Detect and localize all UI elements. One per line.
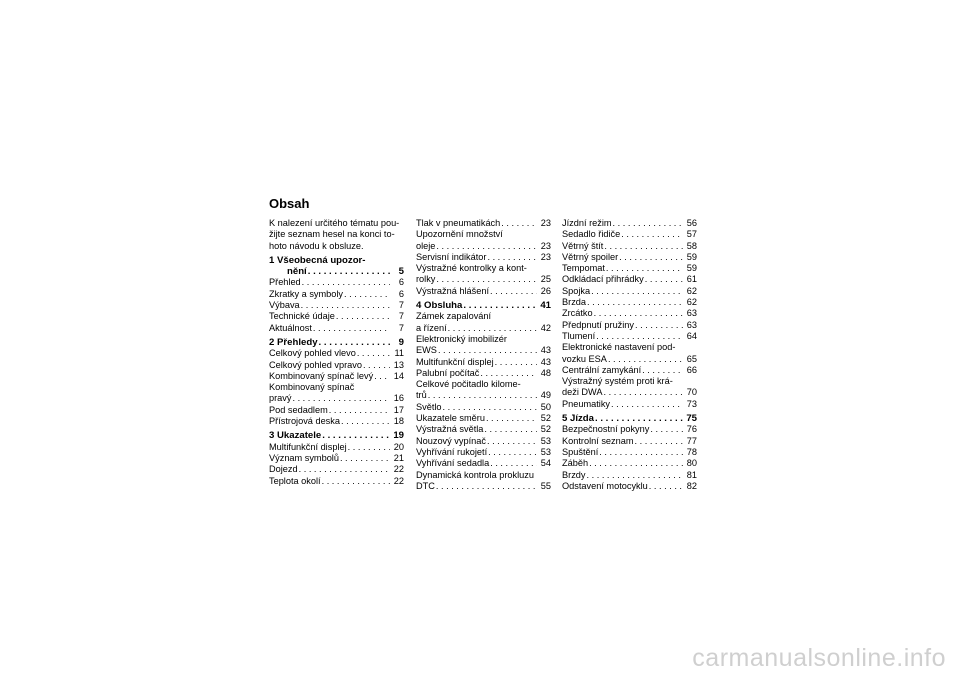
toc-entry-text: pravý (269, 393, 292, 404)
dot-leader (619, 252, 683, 263)
toc-page-number: 41 (540, 300, 551, 312)
toc-page-number: 52 (540, 413, 551, 424)
dot-leader (341, 416, 390, 427)
toc-entry[interactable] (562, 263, 697, 274)
toc-entry-text: Výstražná hlášení (416, 285, 490, 296)
dot-leader (319, 337, 390, 348)
toc-entry-text: Centrální zamykání (562, 364, 642, 375)
dot-leader (322, 476, 390, 487)
toc-entry[interactable] (269, 453, 404, 464)
toc-entry-text: Tlak v pneumatikách (416, 218, 501, 228)
toc-page-number: 9 (398, 336, 404, 348)
toc-page-number: 63 (686, 319, 697, 330)
toc-entry-text: DTC (416, 480, 435, 491)
toc-entry[interactable] (562, 286, 697, 297)
toc-entry[interactable] (416, 229, 551, 240)
toc-page-number: 13 (393, 359, 404, 370)
dot-leader (329, 405, 390, 416)
toc-entry[interactable] (562, 399, 697, 410)
toc-entry[interactable] (562, 470, 697, 481)
toc-page-number: 50 (540, 401, 551, 412)
toc-entry[interactable] (269, 416, 404, 427)
toc-entry[interactable] (269, 277, 404, 288)
toc-page-number: 14 (393, 370, 404, 381)
toc-entries (416, 218, 551, 492)
toc-entry[interactable] (416, 218, 551, 229)
toc-entry[interactable] (416, 470, 551, 481)
toc-entry-text: Odkládací přihrádky (562, 274, 644, 285)
toc-entry[interactable] (269, 266, 404, 277)
toc-entry-text: Přehled (269, 277, 301, 288)
toc-entry[interactable] (269, 300, 404, 311)
toc-entry[interactable] (269, 442, 404, 453)
intro-line: hoto návodu k obsluze. (269, 240, 364, 251)
toc-entry-text: 3 Ukazatele (269, 430, 322, 442)
toc-entry-text: Vyhřívání rukojetí (416, 446, 488, 457)
toc-page-number: 73 (686, 398, 697, 409)
toc-entry[interactable] (269, 289, 404, 300)
toc-entry[interactable] (269, 405, 404, 416)
dot-leader (374, 371, 390, 382)
toc-entry-text: Elektronické nastavení pod- (562, 342, 676, 353)
toc-entry-text: Celkový pohled vlevo (269, 348, 356, 359)
toc-page-number: 43 (540, 356, 551, 367)
toc-page-number: 80 (686, 458, 697, 469)
toc-entry[interactable] (562, 436, 697, 447)
dot-leader (501, 218, 537, 229)
toc-section-heading[interactable] (416, 300, 551, 311)
toc-entry-text: Spuštění (562, 446, 599, 457)
toc-entry[interactable] (562, 481, 697, 492)
toc-entry-text: rolky (416, 274, 436, 285)
dot-leader (604, 387, 684, 398)
toc-page-number: 5 (398, 266, 404, 278)
dot-leader (490, 458, 537, 469)
toc-entry[interactable] (562, 365, 697, 376)
dot-leader (611, 399, 683, 410)
toc-page-number: 23 (540, 240, 551, 251)
toc-entry-text: trů (416, 390, 427, 401)
toc-entry[interactable] (416, 263, 551, 274)
toc-entry-text: Elektronický imobilizér (416, 333, 507, 344)
toc-entry[interactable] (416, 458, 551, 469)
dot-leader (495, 357, 537, 368)
toc-entry[interactable] (416, 390, 551, 401)
dot-leader (490, 286, 537, 297)
toc-entry[interactable] (416, 379, 551, 390)
toc-entry-text: 1 Všeobecná upozor- (269, 254, 366, 266)
toc-entry[interactable] (416, 424, 551, 435)
toc-entry-text: Světlo (416, 401, 442, 412)
toc-entry-text: Větrný spoiler (562, 251, 619, 262)
toc-entry-text: vozku ESA (562, 353, 607, 364)
toc-entry-text: deži DWA (562, 387, 603, 398)
toc-page-number: 81 (686, 469, 697, 480)
toc-page-number: 78 (686, 446, 697, 457)
toc-entry[interactable] (562, 320, 697, 331)
toc-entry[interactable] (562, 342, 697, 353)
toc-page-number: 64 (686, 330, 697, 341)
toc-page-number: 57 (686, 229, 697, 240)
toc-entry-text: Upozornění množství (416, 229, 503, 240)
toc-entry-text: Výstražné kontrolky a kont- (416, 263, 527, 274)
toc-page-number: 54 (540, 458, 551, 469)
toc-entry[interactable] (416, 274, 551, 285)
dot-leader (594, 308, 683, 319)
toc-page-number: 17 (393, 404, 404, 415)
toc-entry-text: Kombinovaný spínač (269, 382, 355, 393)
toc-entry[interactable] (416, 286, 551, 297)
toc-entry[interactable] (562, 376, 697, 387)
dot-leader (448, 323, 537, 334)
toc-page-number: 76 (686, 424, 697, 435)
toc-entry-text: Dojezd (269, 464, 298, 475)
toc-page-number: 22 (393, 464, 404, 475)
dot-leader (589, 458, 683, 469)
dot-leader (488, 447, 537, 458)
toc-entry[interactable] (416, 368, 551, 379)
dot-leader (595, 413, 683, 424)
toc-section-heading[interactable] (562, 413, 697, 424)
toc-section-heading[interactable] (269, 430, 404, 441)
toc-page-number: 21 (393, 452, 404, 463)
dot-leader (299, 464, 390, 475)
toc-entry-text: Záběh (562, 458, 589, 469)
toc-entry-text: Tempomat (562, 263, 605, 274)
toc-entry[interactable] (416, 252, 551, 263)
dot-leader (608, 354, 683, 365)
dot-leader (322, 430, 390, 441)
toc-page-number: 25 (540, 274, 551, 285)
toc-entry[interactable] (269, 371, 404, 382)
toc-page-number: 58 (686, 240, 697, 251)
dot-leader (487, 252, 537, 263)
toc-entry-text: Kontrolní seznam (562, 435, 634, 446)
toc-entry-text: Celkový pohled vpravo (269, 359, 362, 370)
dot-leader (308, 266, 390, 277)
toc-entry-text: Zrcátko (562, 308, 593, 319)
toc-page-number: 53 (540, 435, 551, 446)
toc-entry-text: Předpnutí pružiny (562, 319, 635, 330)
toc-entry[interactable] (269, 323, 404, 334)
dot-leader (649, 481, 683, 492)
toc-entry-text: Spojka (562, 285, 591, 296)
toc-entry[interactable] (562, 229, 697, 240)
dot-leader (443, 402, 537, 413)
toc-entry[interactable] (416, 481, 551, 492)
toc-page-number: 7 (398, 311, 404, 322)
toc-entry[interactable] (269, 348, 404, 359)
toc-entry[interactable] (562, 218, 697, 229)
dot-leader (621, 229, 683, 240)
toc-entry[interactable] (416, 413, 551, 424)
toc-page-number: 18 (393, 416, 404, 427)
toc-entry[interactable] (562, 387, 697, 398)
toc-page-number: 20 (393, 441, 404, 452)
toc-entry-text: Kombinovaný spínač levý (269, 370, 374, 381)
toc-entry-text: Servisní indikátor (416, 251, 487, 262)
toc-page-number: 53 (540, 446, 551, 457)
toc-entry[interactable] (416, 334, 551, 345)
toc-entry-text: Větrný štít (562, 240, 604, 251)
dot-leader (313, 323, 390, 334)
toc-entry[interactable] (562, 447, 697, 458)
toc-entry-text: Pod sedadlem (269, 404, 328, 415)
toc-entry-text: 4 Obsluha (416, 300, 463, 312)
toc-page-number: 75 (686, 413, 697, 425)
dot-leader (438, 345, 537, 356)
dot-leader (436, 274, 537, 285)
toc-section-heading[interactable] (269, 337, 404, 348)
toc-page-number: 59 (686, 263, 697, 274)
dot-leader (591, 286, 683, 297)
dot-leader (480, 368, 537, 379)
toc-entry-text: Ukazatele směru (416, 413, 485, 424)
dot-leader (301, 300, 390, 311)
toc-page-number: 77 (686, 435, 697, 446)
toc-entry-text: Výstražná světla (416, 424, 484, 435)
toc-column-2 (416, 218, 551, 492)
toc-page-number: 62 (686, 285, 697, 296)
toc-entry[interactable] (416, 402, 551, 413)
toc-entry-text: nění (287, 266, 307, 278)
dot-leader (302, 277, 390, 288)
toc-entry[interactable] (269, 476, 404, 487)
toc-page-number: 23 (540, 218, 551, 228)
toc-page-number: 52 (540, 424, 551, 435)
toc-entry-text: Přístrojová deska (269, 416, 340, 427)
dot-leader (436, 241, 537, 252)
toc-page-number: 7 (398, 300, 404, 311)
intro-line: žijte seznam hesel na konci to- (269, 229, 395, 240)
dot-leader (336, 311, 390, 322)
toc-page-number: 6 (398, 277, 404, 288)
toc-entry[interactable] (269, 464, 404, 475)
toc-entry[interactable] (269, 393, 404, 404)
toc-entry-text: Multifunkční displej (416, 356, 494, 367)
toc-entry[interactable] (416, 323, 551, 334)
dot-leader (487, 436, 537, 447)
toc-page-number: 6 (398, 288, 404, 299)
toc-entry[interactable] (416, 357, 551, 368)
toc-entry-text: Pneumatiky (562, 398, 611, 409)
toc-page-number: 16 (393, 393, 404, 404)
dot-leader (635, 436, 684, 447)
toc-column-3 (562, 218, 697, 492)
toc-entry-text: Jízdní režim (562, 218, 612, 228)
toc-page-number: 63 (686, 308, 697, 319)
watermark: carmanualsonline.info (692, 644, 946, 672)
toc-entry-text: Multifunkční displej (269, 441, 347, 452)
toc-page-number: 19 (393, 430, 404, 442)
dot-leader (650, 424, 683, 435)
toc-entry-text: Technické údaje (269, 311, 335, 322)
toc-page-number: 48 (540, 367, 551, 378)
toc-page-number: 49 (540, 390, 551, 401)
toc-entry-text: Celkové počitadlo kilome- (416, 379, 521, 390)
dot-leader (486, 413, 537, 424)
dot-leader (606, 263, 683, 274)
dot-leader (587, 470, 684, 481)
dot-leader (613, 218, 683, 229)
dot-leader (642, 365, 683, 376)
toc-page-number: 22 (393, 475, 404, 486)
dot-leader (344, 289, 390, 300)
dot-leader (428, 390, 537, 401)
toc-entry-text: Sedadlo řidiče (562, 229, 621, 240)
toc-page-number: 61 (686, 274, 697, 285)
toc-entries (269, 255, 404, 487)
toc-entry-text: Odstavení motocyklu (562, 480, 648, 491)
toc-page-number: 56 (686, 218, 697, 228)
toc-page-number: 55 (540, 480, 551, 491)
toc-entry-text: a řízení (416, 322, 447, 333)
toc-page-number: 26 (540, 285, 551, 296)
toc-entry-text: Teplota okolí (269, 475, 321, 486)
toc-entry-text: Vyhřívání sedadla (416, 458, 490, 469)
toc-entry-text: Význam symbolů (269, 452, 339, 463)
toc-page-number: 59 (686, 251, 697, 262)
toc-page-number: 70 (686, 387, 697, 398)
dot-leader (604, 241, 683, 252)
toc-entry-text: 2 Přehledy (269, 336, 318, 348)
toc-entry-text: Dynamická kontrola prokluzu (416, 469, 534, 480)
toc-entry[interactable] (416, 241, 551, 252)
dot-leader (587, 297, 683, 308)
dot-leader (484, 424, 537, 435)
toc-entry[interactable] (562, 252, 697, 263)
toc-entry[interactable] (269, 382, 404, 393)
toc-page-number: 42 (540, 322, 551, 333)
page-title: Obsah (269, 196, 310, 211)
dot-leader (645, 274, 683, 285)
toc-entry[interactable] (562, 274, 697, 285)
toc-page-number: 66 (686, 364, 697, 375)
toc-page-number: 65 (686, 353, 697, 364)
toc-entry[interactable] (416, 447, 551, 458)
toc-entry-text: Palubní počítač (416, 367, 480, 378)
toc-entry[interactable] (562, 331, 697, 342)
toc-entry-text: oleje (416, 240, 436, 251)
toc-entry[interactable] (416, 436, 551, 447)
toc-entry-text: Brzdy (562, 469, 586, 480)
toc-page-number: 7 (398, 322, 404, 333)
dot-leader (596, 331, 683, 342)
dot-leader (340, 453, 390, 464)
toc-entry[interactable] (562, 241, 697, 252)
toc-entry-text: Bezpečnostní pokyny (562, 424, 650, 435)
toc-entry[interactable] (562, 308, 697, 319)
dot-leader (348, 442, 390, 453)
toc-entry-text: Zkratky a symboly (269, 288, 344, 299)
dot-leader (363, 360, 390, 371)
toc-page-number: 11 (394, 348, 404, 359)
toc-section-heading[interactable] (269, 255, 404, 266)
toc-page-number: 82 (686, 480, 697, 491)
toc-entries (562, 218, 697, 492)
toc-entry-text: 5 Jízda (562, 413, 594, 425)
intro-line: K nalezení určitého tématu pou- (269, 218, 400, 228)
intro-text (269, 218, 404, 252)
toc-page-number: 23 (540, 251, 551, 262)
dot-leader (635, 320, 683, 331)
toc-entry[interactable] (562, 458, 697, 469)
toc-column-1 (269, 218, 404, 487)
dot-leader (357, 348, 390, 359)
toc-entry-text: Zámek zapalování (416, 311, 492, 322)
toc-entry[interactable] (562, 424, 697, 435)
toc-entry-text: Aktuálnost (269, 322, 312, 333)
toc-entry[interactable] (562, 354, 697, 365)
toc-entry-text: Nouzový vypínač (416, 435, 486, 446)
dot-leader (463, 300, 537, 311)
toc-entry-text: Tlumení (562, 330, 596, 341)
toc-entry-text: Brzda (562, 297, 587, 308)
dot-leader (599, 447, 683, 458)
toc-entry-text: Výbava (269, 300, 300, 311)
toc-entry[interactable] (269, 311, 404, 322)
toc-entry-text: EWS (416, 345, 437, 356)
toc-page-number: 43 (540, 345, 551, 356)
toc-entry[interactable] (269, 360, 404, 371)
toc-entry[interactable] (562, 297, 697, 308)
toc-entry-text: Výstražný systém proti krá- (562, 376, 673, 387)
toc-entry[interactable] (416, 311, 551, 322)
dot-leader (436, 481, 537, 492)
dot-leader (292, 393, 390, 404)
toc-entry[interactable] (416, 345, 551, 356)
toc-page-number: 62 (686, 297, 697, 308)
